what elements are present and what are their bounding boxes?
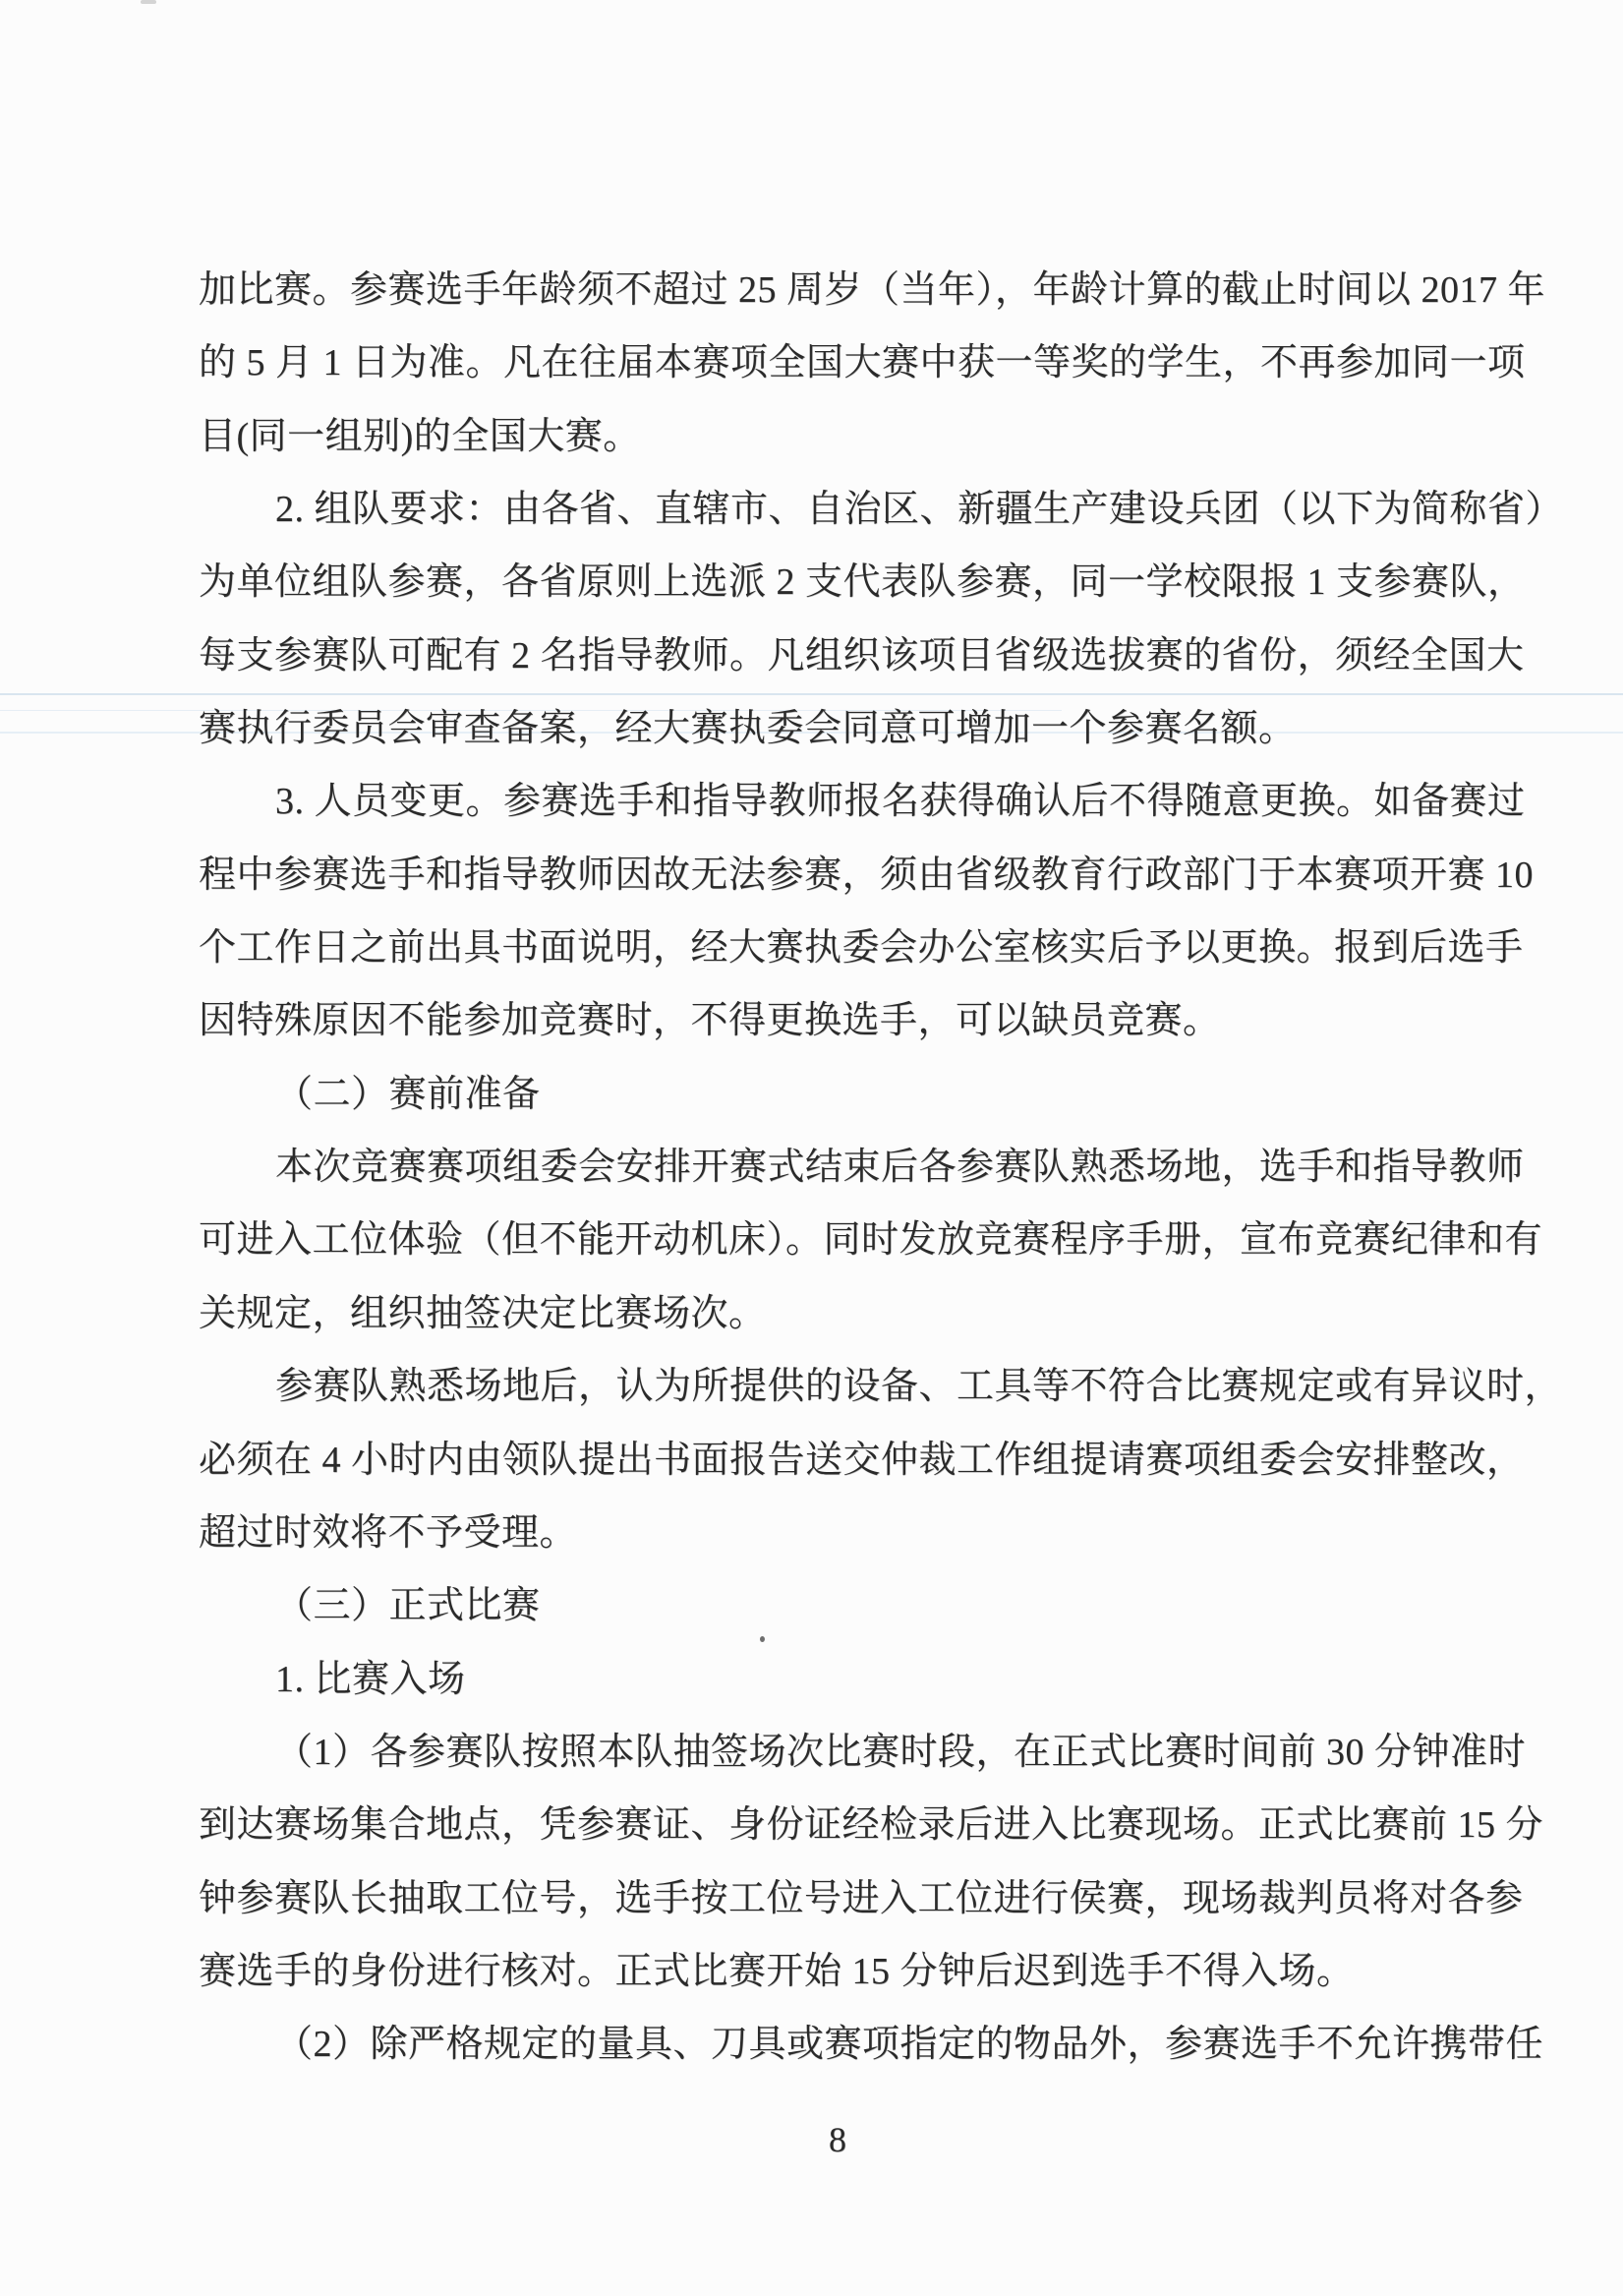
- text-line: 目(同一组别)的全国大赛。: [199, 415, 641, 457]
- text-line: （1）各参赛队按照本队抽签场次比赛时段，在正式比赛时间前 30 分钟准时: [275, 1731, 1527, 1773]
- text-line: 程中参赛选手和指导教师因故无法参赛，须由省级教育行政部门于本赛项开赛 10: [199, 854, 1535, 896]
- text-line: （二）赛前准备: [275, 1073, 541, 1115]
- text-line: 1. 比赛入场: [275, 1658, 466, 1700]
- text-line: 赛执行委员会审查备案，经大赛执委会同意可增加一个参赛名额。: [199, 708, 1297, 750]
- text-line: 必须在 4 小时内由领队提出书面报告送交仲裁工作组提请赛项组委会安排整改，: [199, 1439, 1525, 1481]
- text-line: 可进入工位体验（但不能开动机床）。同时发放竞赛程序手册，宣布竞赛纪律和有: [199, 1219, 1543, 1262]
- text-line: 每支参赛队可配有 2 名指导教师。凡组织该项目省级选拔赛的省份，须经全国大: [199, 634, 1525, 677]
- text-line: 因特殊原因不能参加竞赛时，不得更换选手，可以缺员竞赛。: [199, 1000, 1221, 1042]
- text-line: 钟参赛队长抽取工位号，选手按工位号进入工位进行侯赛，现场裁判员将对各参: [199, 1877, 1524, 1919]
- text-line: （2）除严格规定的量具、刀具或赛项指定的物品外，参赛选手不允许携带任: [275, 2024, 1544, 2066]
- text-line: 关规定，组织抽签决定比赛场次。: [199, 1292, 767, 1334]
- text-line: 个工作日之前出具书面说明，经大赛执委会办公室核实后予以更换。报到后选手: [199, 927, 1524, 970]
- text-line: 3. 人员变更。参赛选手和指导教师报名获得确认后不得随意更换。如备赛过: [275, 781, 1526, 823]
- text-line: 本次竞赛赛项组委会安排开赛式结束后各参赛队熟悉场地，选手和指导教师: [275, 1147, 1525, 1189]
- page-number: 8: [829, 2120, 846, 2159]
- text-line: 为单位组队参赛，各省原则上选派 2 支代表队参赛，同一学校限报 1 支参赛队，: [199, 561, 1526, 604]
- text-line: 加比赛。参赛选手年龄须不超过 25 周岁（当年），年龄计算的截止时间以 2017 年: [199, 269, 1546, 311]
- text-line: 到达赛场集合地点，凭参赛证、身份证经检录后进入比赛现场。正式比赛前 15 分: [199, 1804, 1544, 1847]
- text-line: 参赛队熟悉场地后，认为所提供的设备、工具等不符合比赛规定或有异议时，: [275, 1366, 1563, 1408]
- body-text: [199, 254, 1564, 2082]
- text-line: 2. 组队要求：由各省、直辖市、自治区、新疆生产建设兵团（以下为简称省）: [275, 489, 1564, 531]
- scan-artifact-smudge: [141, 0, 156, 4]
- text-line: 超过时效将不予受理。: [199, 1511, 578, 1554]
- text-line: （三）正式比赛: [275, 1585, 541, 1627]
- text-line: 的 5 月 1 日为准。凡在往届本赛项全国大赛中获一等奖的学生，不再参加同一项: [199, 342, 1526, 384]
- text-line: 赛选手的身份进行核对。正式比赛开始 15 分钟后迟到选手不得入场。: [199, 1950, 1355, 1992]
